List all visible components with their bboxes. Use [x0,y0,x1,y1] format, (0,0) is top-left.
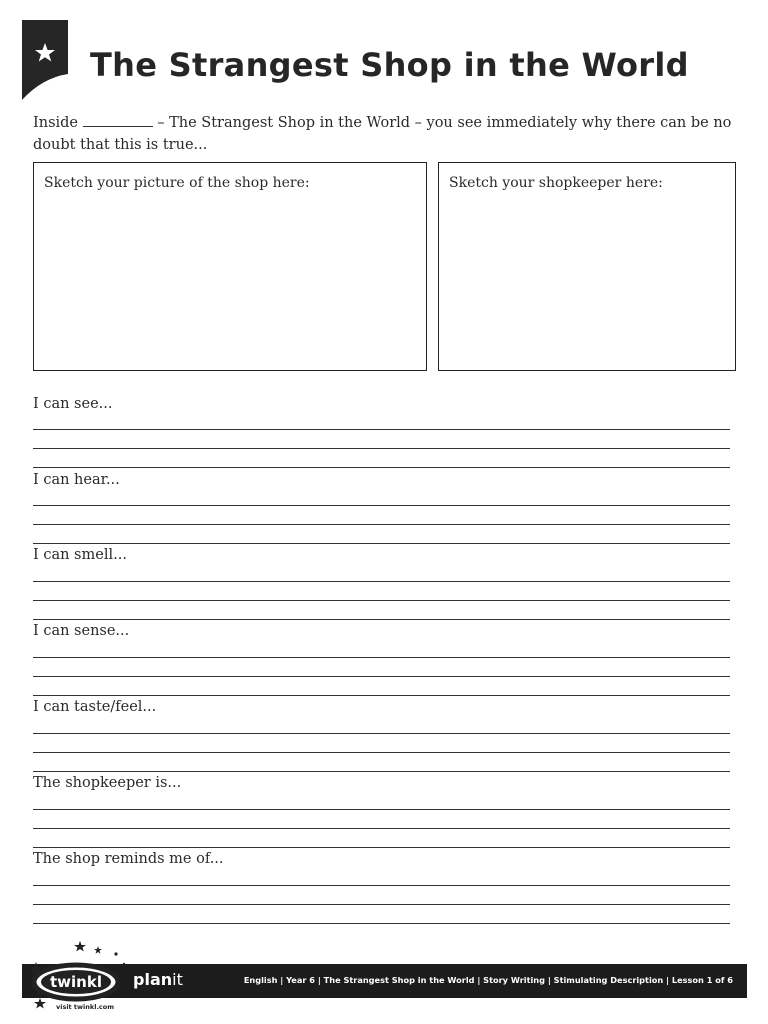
writing-line[interactable] [33,923,730,924]
prompt-hear [33,472,733,542]
prompt-sense [33,623,733,693]
writing-line[interactable] [33,448,730,449]
shop-sketch-label: Sketch your picture of the shop here: [44,175,310,191]
writing-line[interactable] [33,429,730,430]
twinkl-brand-text: twinkl [50,973,102,991]
fill-in-blank[interactable] [83,112,153,127]
planit-logo [133,970,183,989]
writing-line[interactable] [33,600,730,601]
writing-line[interactable] [33,581,730,582]
star-bookmark-icon [22,20,68,100]
footer-breadcrumb: English | Year 6 | The Strangest Shop in the World | Story Writing | Stimulating Description | Lesson 1 of 6 [243,975,733,985]
planit-prefix: plan [133,970,173,989]
prompt-taste-feel [33,699,733,769]
prompt-label: I can hear... [33,472,120,488]
prompt-label: I can smell... [33,547,127,563]
writing-line[interactable] [33,657,730,658]
prompt-see [33,396,733,466]
writing-line[interactable] [33,885,730,886]
prompt-label: The shopkeeper is... [33,775,182,791]
prompt-shopkeeper [33,775,733,845]
writing-line[interactable] [33,695,730,696]
writing-line[interactable] [33,828,730,829]
intro-after-blank: – The Strangest Shop in the World – you see immediately why there can be no doubt that this is true... [33,115,732,153]
shop-sketch-box[interactable] [33,162,427,371]
writing-line[interactable] [33,847,730,848]
prompt-reminds [33,851,733,921]
writing-line[interactable] [33,505,730,506]
shopkeeper-sketch-box[interactable] [438,162,736,371]
writing-line[interactable] [33,904,730,905]
writing-line[interactable] [33,752,730,753]
visit-link[interactable]: visit twinkl.com [56,1003,115,1011]
writing-line[interactable] [33,524,730,525]
writing-line[interactable] [33,543,730,544]
intro-text [33,112,737,156]
writing-line[interactable] [33,771,730,772]
prompt-label: I can sense... [33,623,130,639]
prompt-label: The shop reminds me of... [33,851,224,867]
writing-line[interactable] [33,733,730,734]
prompt-label: I can taste/feel... [33,699,157,715]
prompt-label: I can see... [33,396,113,412]
planit-suffix: it [172,970,183,989]
shopkeeper-sketch-label: Sketch your shopkeeper here: [449,175,663,191]
intro-before-blank: Inside [33,115,83,131]
writing-line[interactable] [33,467,730,468]
prompt-smell [33,547,733,617]
writing-line[interactable] [33,809,730,810]
writing-line[interactable] [33,619,730,620]
page-title: The Strangest Shop in the World [90,46,689,84]
writing-line[interactable] [33,676,730,677]
